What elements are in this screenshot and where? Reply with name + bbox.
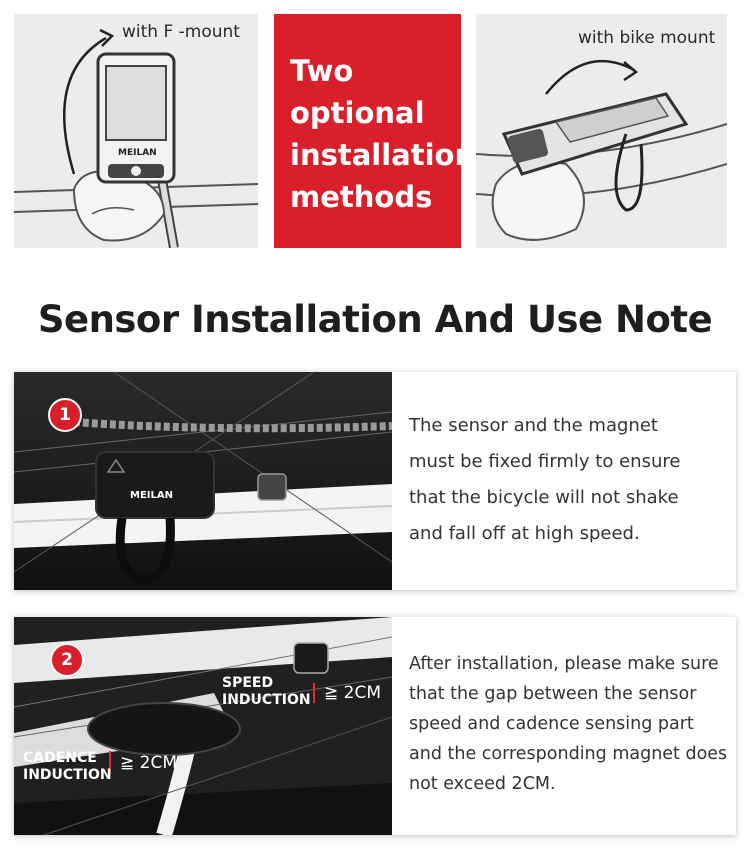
note-card-1 (14, 372, 736, 590)
sensor-brand-label: MEILAN (130, 490, 173, 501)
step-badge-1: 1 (48, 398, 82, 432)
step-badge-2: 2 (50, 643, 84, 677)
sensor-photo-1 (14, 372, 392, 590)
device-brand-label: MEILAN (118, 148, 157, 158)
f-mount-caption: with F -mount (122, 22, 240, 42)
bike-mount-caption: with bike mount (578, 28, 716, 48)
speed-induction-label: SPEED INDUCTION (222, 675, 311, 708)
install-methods-banner (274, 14, 476, 248)
cadence-gap-value: ≧ 2CM (120, 753, 178, 773)
sensor-photo-2 (14, 617, 392, 835)
f-mount-panel (14, 14, 258, 248)
note-card-2 (14, 617, 736, 835)
cadence-induction-label: CADENCE INDUCTION (23, 750, 112, 783)
note-text-2: After installation, please make sure that the gap between the sensor speed and cadence sensing part and the corresponding magnet does not exceed 2CM. (409, 654, 728, 794)
speed-gap-value: ≧ 2CM (324, 683, 382, 703)
bike-mount-panel (476, 14, 727, 248)
note-text-1: The sensor and the magnet must be fixed firmly to ensure that the bicycle will not shake and fall off at high speed. (409, 415, 681, 544)
section-title: Sensor Installation And Use Note (37, 298, 713, 341)
bike-mount-illustration (476, 14, 727, 248)
install-methods-text: Two optional installation methods (290, 54, 476, 214)
f-mount-illustration (14, 14, 258, 248)
